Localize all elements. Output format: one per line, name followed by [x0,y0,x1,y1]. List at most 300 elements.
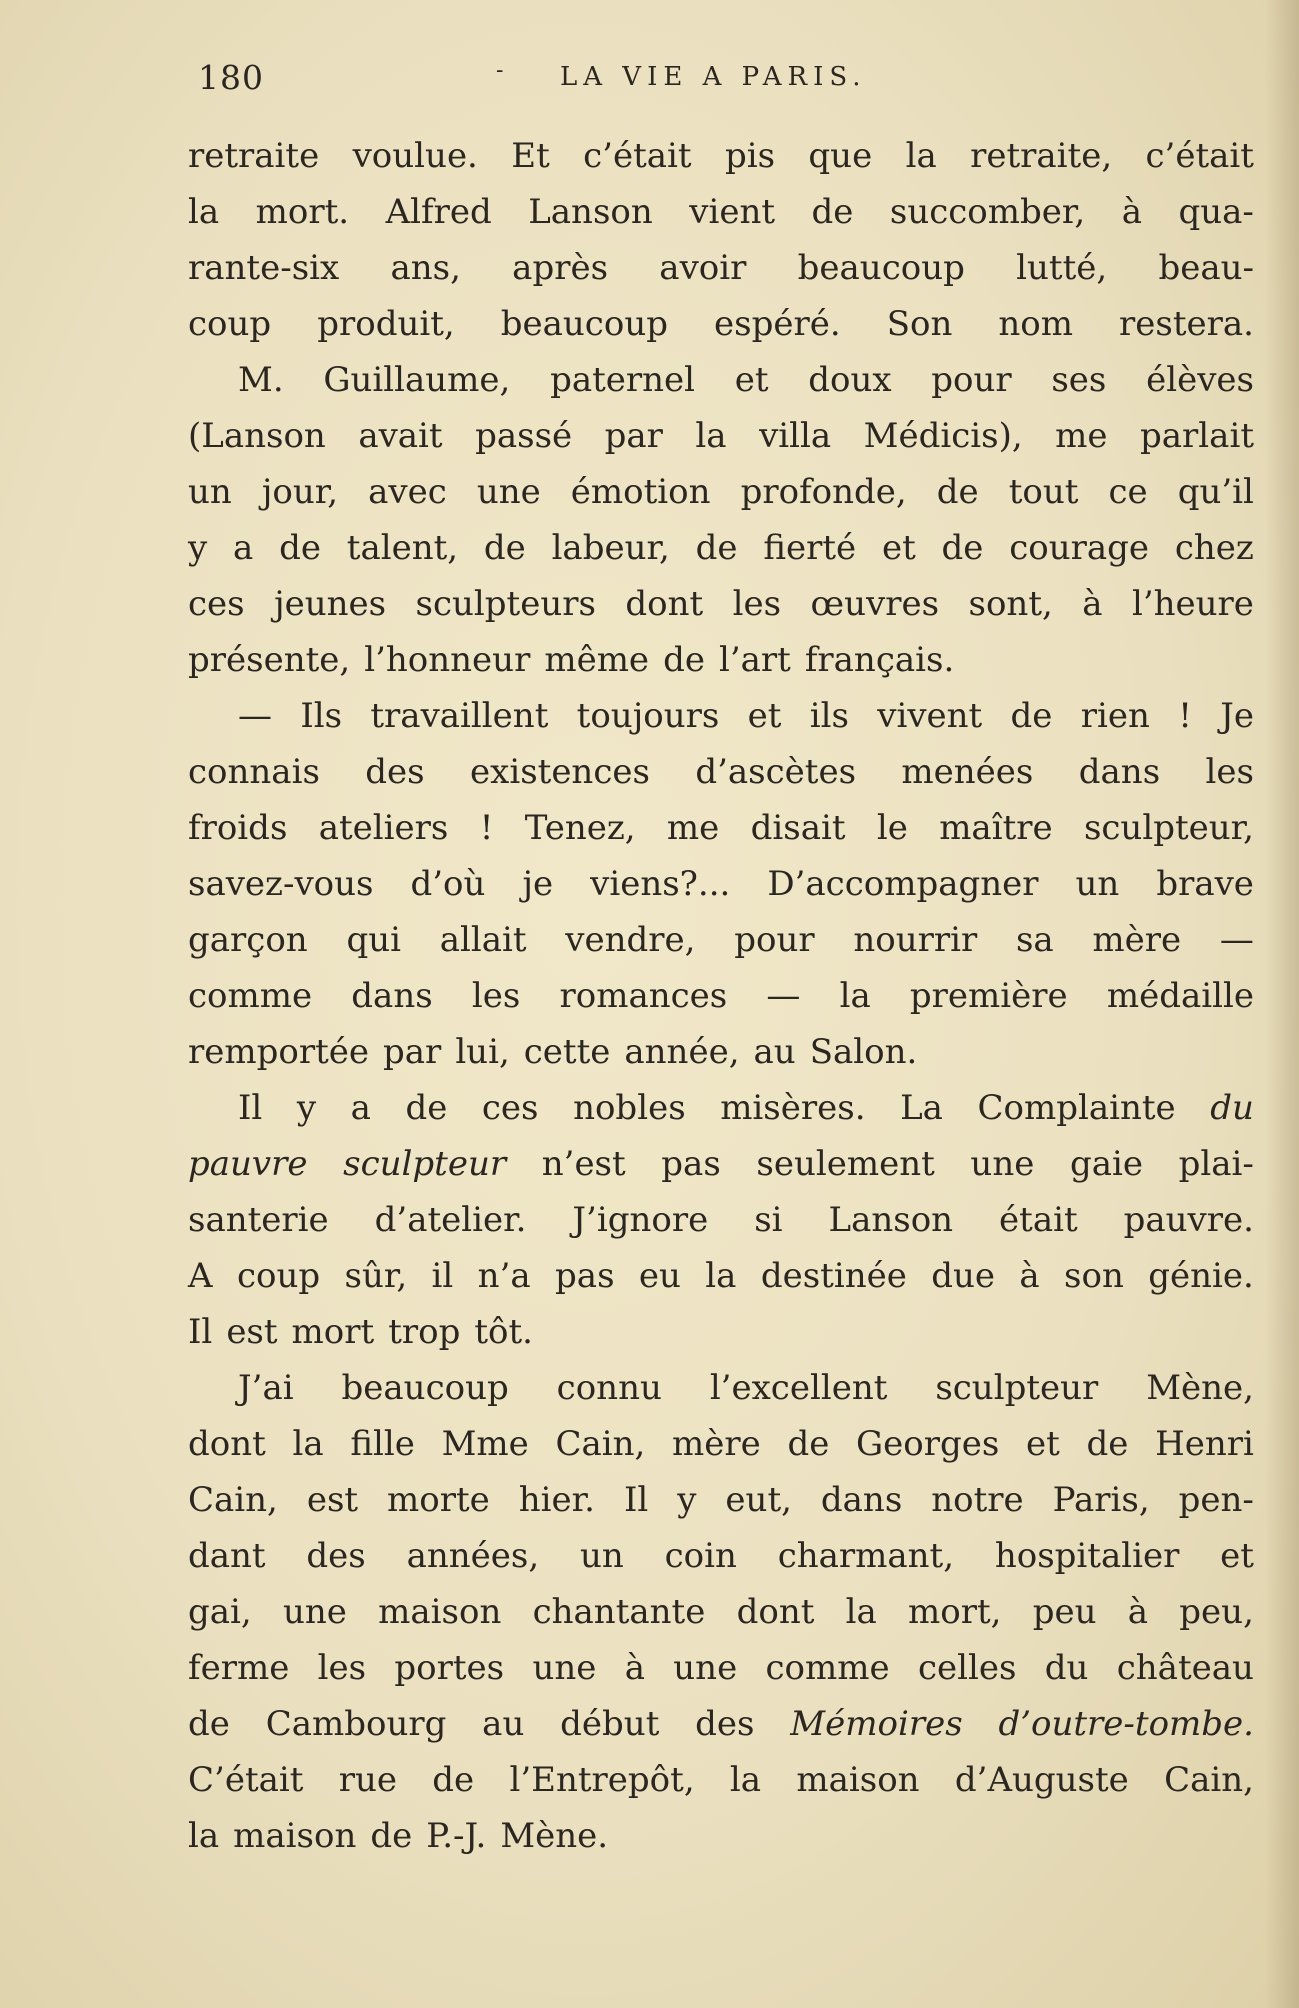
word: et [881,528,916,568]
word: la [188,1816,220,1856]
word: de [1086,1424,1129,1464]
word: existences [470,752,650,792]
word: plai- [1178,1144,1254,1184]
word: avoir [659,248,747,288]
word: est [226,1312,278,1352]
word: sculpteur [935,1368,1099,1408]
word: les [732,584,782,624]
word: pas [555,1256,615,1296]
word: restera. [1119,304,1254,344]
word: c’était [583,136,692,176]
word: villa [759,416,832,456]
word: les [1205,752,1254,792]
word: le [876,808,908,848]
word: nobles [573,1088,686,1128]
word: la [705,1256,737,1296]
word: il [431,1256,454,1296]
word: profonde, [740,472,907,512]
word: la [188,192,220,232]
word: — [1219,920,1254,960]
word: Son [886,304,953,344]
word: est [306,1480,359,1520]
word: morte [387,1480,490,1520]
word: la [839,976,871,1016]
word: sculpteurs [415,584,596,624]
word: charmant, [777,1536,955,1576]
word: la [292,1424,324,1464]
word: D’accompagner [767,864,1039,904]
word: succomber, [889,192,1086,232]
word: au [753,1032,796,1072]
word: vendre, [565,920,696,960]
word: me [666,808,720,848]
word: de [695,528,738,568]
word: pauvre [188,1144,308,1184]
word: de [483,528,526,568]
text-line [188,1360,1254,1416]
text-line [188,1304,1254,1360]
word: des [695,1704,755,1744]
word: — [238,696,272,736]
word: de [663,640,705,680]
word: voulue. [352,136,478,176]
word: paternel [550,360,696,400]
word: Il [188,1312,213,1352]
word: l’art [718,640,791,680]
word: à [624,1648,645,1688]
text-line [188,1248,1254,1304]
word: une [476,472,541,512]
word: par [383,1032,442,1072]
word: d’ascètes [695,752,857,792]
word: émotion [570,472,711,512]
word: d’où [410,864,486,904]
word: portes [394,1648,505,1688]
word: mort, [908,1592,1002,1632]
word: français. [804,640,955,680]
page-number: 180 [198,58,264,97]
word: de [1010,696,1053,736]
text-line [188,184,1254,240]
word: nourrir [853,920,978,960]
text-line [188,912,1254,968]
word: d’outre-tombe. [998,1704,1254,1744]
word: Lanson [828,1200,954,1240]
word: travaillent [370,696,549,736]
word: Henri [1155,1424,1254,1464]
word: les [471,976,521,1016]
text-line [188,408,1254,464]
word: ! [479,808,494,848]
word: Cain, [555,1424,646,1464]
word: eut, [725,1480,792,1520]
word: rue [338,1760,397,1800]
word: avec [368,472,447,512]
word: des [365,752,425,792]
word: et [1026,1424,1060,1464]
word: (Lanson [188,416,326,456]
word: du [1044,1648,1089,1688]
word: première [909,976,1068,1016]
page-edge-shadow [1265,0,1299,2008]
word: sculpteur, [1083,808,1254,848]
word: trop [388,1312,461,1352]
word: Paris, [1052,1480,1150,1520]
word: comme [188,976,313,1016]
word: Mène. [500,1816,609,1856]
word: tôt. [474,1312,533,1352]
word: année, [624,1032,740,1072]
word: passé [475,416,573,456]
word: ce [1108,472,1148,512]
word: P.-J. [426,1816,487,1856]
word: beau- [1158,248,1254,288]
word: santerie [188,1200,329,1240]
word: gaie [1069,1144,1143,1184]
word: l’Entrepôt, [509,1760,695,1800]
word: avait [358,416,443,456]
word: C’était [188,1760,304,1800]
word: maison [378,1592,502,1632]
word: après [512,248,609,288]
word: du [1210,1088,1254,1128]
word: Mme [441,1424,529,1464]
word: connais [188,752,320,792]
word: génie. [1148,1256,1254,1296]
running-title: LA VIE A PARIS. [560,62,867,92]
word: Alfred [385,192,492,232]
word: lui, [455,1032,510,1072]
word: vivent [877,696,983,736]
word: de [787,1424,830,1464]
word: un [579,1536,624,1576]
word: au [482,1704,525,1744]
word: Il [623,1480,649,1520]
word: brave [1156,864,1254,904]
word: Je [1220,696,1254,736]
word: pas [661,1144,721,1184]
text-line [188,1416,1254,1472]
word: Médicis), [863,416,1023,456]
word: dont [188,1424,266,1464]
word: froids [188,808,288,848]
word: a [350,1088,371,1128]
word: rien [1080,696,1150,736]
word: médaille [1106,976,1254,1016]
word: élèves [1146,360,1254,400]
word: hier. [518,1480,595,1520]
word: maison [796,1760,920,1800]
word: maison [233,1816,357,1856]
word: retraite, [970,136,1113,176]
header-dash: - [496,58,504,83]
word: vient [689,192,776,232]
word: beaucoup [797,248,965,288]
word: et [734,360,769,400]
text-line [188,1528,1254,1584]
word: allait [439,920,527,960]
word: Complainte [977,1088,1176,1128]
word: viens?... [590,864,731,904]
word: garçon [188,920,308,960]
word: jeunes [274,584,387,624]
text-line [188,856,1254,912]
word: lutté, [1016,248,1108,288]
word: n’a [477,1256,531,1296]
word: disait [750,808,846,848]
word: de [936,472,979,512]
word: c’était [1145,136,1254,176]
word: la [905,136,937,176]
word: de [370,1816,413,1856]
word: y [296,1088,317,1128]
word: présente, [188,640,351,680]
word: d’Auguste [954,1760,1129,1800]
word: qu’il [1177,472,1254,512]
text-line [188,1192,1254,1248]
word: par [604,416,663,456]
word: la [845,1592,877,1632]
word: ateliers [318,808,449,848]
word: gai, [188,1592,252,1632]
word: années, [406,1536,540,1576]
word: sculpteur [343,1144,507,1184]
word: espéré. [714,304,841,344]
word: Il [238,1088,263,1128]
word: à [1082,584,1103,624]
word: notre [931,1480,1024,1520]
word: je [522,864,554,904]
word: l’honneur [364,640,531,680]
word: pauvre. [1123,1200,1254,1240]
word: parlait [1140,416,1254,456]
word: et [747,696,782,736]
text-line [188,968,1254,1024]
text-line [188,744,1254,800]
text-line [188,1472,1254,1528]
word: comme [765,1648,890,1688]
word: de [432,1760,475,1800]
word: chez [1174,528,1254,568]
word: toujours [576,696,720,736]
text-line [188,1136,1254,1192]
text-line [188,1752,1254,1808]
word: seulement [756,1144,935,1184]
word: qua- [1178,192,1254,232]
word: l’heure [1131,584,1254,624]
word: des [306,1536,366,1576]
word: dans [820,1480,903,1520]
word: tout [1008,472,1079,512]
word: Cain, [1164,1760,1254,1800]
word: un [1075,864,1120,904]
word: château [1116,1648,1254,1688]
word: jour, [261,472,339,512]
word: que [808,136,873,176]
word: J’ai [238,1368,294,1408]
word: une [282,1592,347,1632]
word: de [279,528,321,568]
word: savez-vous [188,864,374,904]
word: la [729,1760,762,1800]
text-line [188,240,1254,296]
word: labeur, [551,528,670,568]
word: chantante [532,1592,706,1632]
word: son [1064,1256,1124,1296]
word: Cambourg [265,1704,447,1744]
word: y [188,528,208,568]
text-line [188,128,1254,184]
word: pour [734,920,815,960]
word: connu [556,1368,662,1408]
word: sont, [968,584,1053,624]
word: romances [559,976,728,1016]
word: me [1055,416,1108,456]
word: sûr, [344,1256,408,1296]
word: maître [939,808,1053,848]
word: misères. [720,1088,866,1128]
word: peu [1032,1592,1097,1632]
word: une [673,1648,738,1688]
word: fille [350,1424,415,1464]
word: et [1220,1536,1254,1576]
word: hospitalier [994,1536,1180,1576]
word: dant [188,1536,266,1576]
word: ferme [188,1648,290,1688]
word: destinée [760,1256,907,1296]
word: de [811,192,854,232]
text-line [188,1640,1254,1696]
text-line [188,296,1254,352]
word: à [1127,1592,1149,1632]
text-line [188,688,1254,744]
word: de [188,1704,230,1744]
word: Salon. [809,1032,918,1072]
word: dont [625,584,704,624]
body-text [188,128,1254,1864]
word: Ils [300,696,343,736]
word: Mène, [1146,1368,1254,1408]
word: nom [998,304,1073,344]
word: un [188,472,232,512]
word: coin [664,1536,737,1576]
word: une [532,1648,597,1688]
word: dont [736,1592,815,1632]
word: courage [1009,528,1150,568]
word: mère [672,1424,761,1464]
word: a [233,528,254,568]
word: Cain, [188,1480,278,1520]
word: la [695,416,727,456]
text-line [188,1080,1254,1136]
text-line [188,800,1254,856]
text-line [188,520,1254,576]
word: peu, [1179,1592,1254,1632]
word: ses [1051,360,1107,400]
word: fierté [763,528,857,568]
word: Tenez, [524,808,636,848]
word: à [1121,192,1142,232]
word: les [317,1648,367,1688]
word: Guillaume, [323,360,511,400]
word: J’ignore [572,1200,709,1240]
word: si [754,1200,783,1240]
word: ils [809,696,849,736]
word: La [900,1088,943,1128]
word: produit, [317,304,455,344]
word: beaucoup [341,1368,509,1408]
word: menées [901,752,1034,792]
word: coup [236,1256,321,1296]
text-line [188,1024,1254,1080]
word: M. [238,360,284,400]
text-line [188,1696,1254,1752]
word: ! [1178,696,1192,736]
text-line [188,632,1254,688]
word: ces [188,584,245,624]
text-line [188,352,1254,408]
word: doux [808,360,892,400]
word: mort. [255,192,350,232]
word: une [970,1144,1035,1184]
word: due [931,1256,996,1296]
word: de [405,1088,448,1128]
word: n’est [541,1144,626,1184]
word: œuvres [810,584,940,624]
word: eu [638,1256,681,1296]
word: cette [523,1032,611,1072]
word: pen- [1178,1480,1254,1520]
word: rante-six [188,248,340,288]
word: Et [511,136,550,176]
word: qui [346,920,401,960]
word: à [1019,1256,1040,1296]
word: ces [481,1088,539,1128]
word: dans [1078,752,1161,792]
word: était [999,1200,1078,1240]
word: coup [188,304,272,344]
word: d’atelier. [374,1200,527,1240]
word: début [560,1704,660,1744]
word: même [544,640,650,680]
word: retraite [188,136,320,176]
word: remportée [188,1032,370,1072]
word: y [677,1480,697,1520]
word: — [766,976,801,1016]
text-line [188,1584,1254,1640]
word: sa [1015,920,1054,960]
word: de [941,528,984,568]
text-line [188,464,1254,520]
text-line [188,1808,1254,1864]
word: talent, [346,528,459,568]
word: celles [917,1648,1017,1688]
word: ans, [390,248,461,288]
running-head [198,58,1198,102]
word: pis [724,136,776,176]
word: mère [1092,920,1182,960]
word: dans [351,976,433,1016]
word: beaucoup [500,304,668,344]
word: Mémoires [790,1704,963,1744]
word: Lanson [528,192,653,232]
text-line [188,576,1254,632]
word: l’excellent [709,1368,888,1408]
word: pour [931,360,1012,400]
word: Georges [856,1424,1000,1464]
word: mort [291,1312,375,1352]
word: A [188,1256,213,1296]
